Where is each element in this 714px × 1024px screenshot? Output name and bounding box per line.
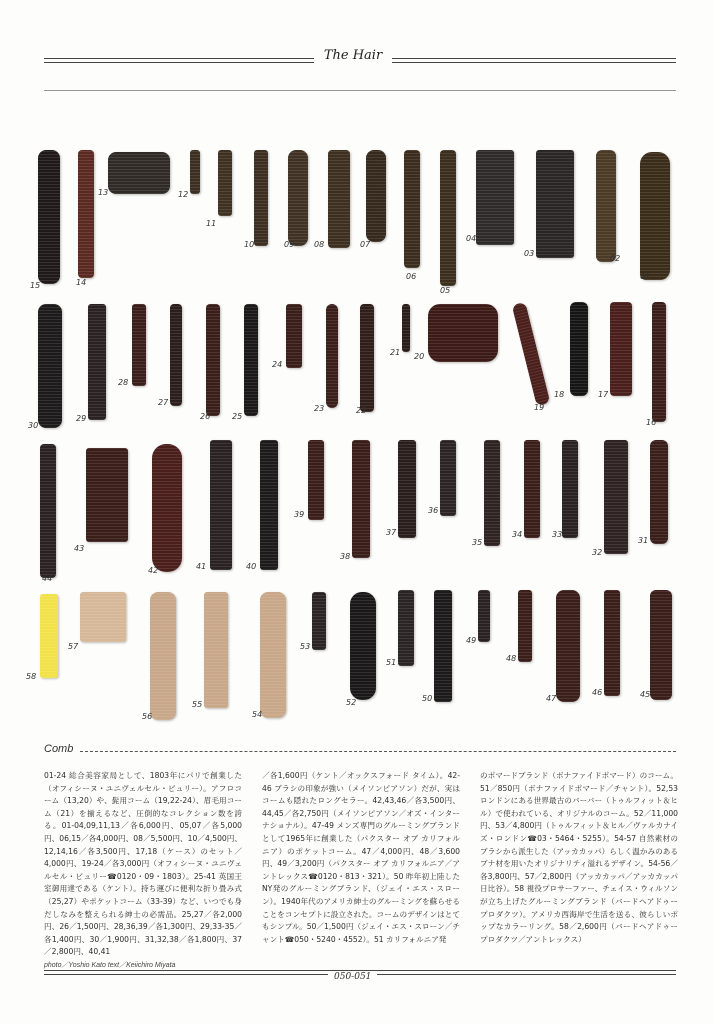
comb-18-number: 18	[554, 390, 565, 399]
comb-15-photo	[38, 150, 60, 284]
comb-16-photo	[652, 302, 666, 422]
comb-26-photo	[206, 304, 220, 416]
comb-16-number: 16	[646, 418, 657, 427]
comb-28-photo	[132, 304, 146, 386]
comb-09-number: 09	[284, 240, 295, 249]
photo-credit: photo／Yoshio Kato text／Keiichiro Miyata	[44, 962, 176, 969]
comb-51-photo	[398, 590, 414, 666]
comb-37-photo	[398, 440, 416, 538]
comb-42-photo	[152, 444, 182, 572]
comb-46-number: 46	[592, 688, 603, 697]
header-rule-left-2	[44, 62, 314, 63]
comb-20-photo	[428, 304, 498, 362]
comb-53-photo	[312, 592, 326, 650]
comb-52-number: 52	[346, 698, 357, 707]
comb-54-photo	[260, 592, 286, 718]
footer-rule	[44, 970, 676, 971]
comb-05-photo	[440, 150, 456, 286]
text-column-2: ／各1,600円（ケント／オックスフォード タイム）。42-46 ブラシの印象が強い（メイソンピアソン）だが、実はコームも隠れたロングセラー。42,43,46／各3,500円、44,45／各2,750円（メイソンピアソン／オズ・インターナショナル）。47-49 メンズ専門のグルーミングブランドとして1965年に創業した（パクスター オブ カリフォルニア）のポケットコーム。47／4,000円、48／3,600円、49／3,200円（パクスター オブ カリフォルニア／アントレックス☎0120・813・321）。50 昨年初上陸したNY発のグルーミングブランド、（ジェイ・エス・スローン）。1940年代のアメリカ紳士のグルーミングを蘇らせることをコンセプトに設立された。コームのデザインはとてもシンプル。50／1,500円（ジェイ・エス・スローン／チャント☎050・5240・4552）。51 カリフォルニア発	[262, 771, 460, 944]
comb-23-number: 23	[314, 404, 325, 413]
comb-49-photo	[478, 590, 490, 642]
comb-06-number: 06	[406, 272, 417, 281]
comb-43-photo	[86, 448, 128, 542]
comb-49-number: 49	[466, 636, 477, 645]
comb-42-number: 42	[148, 566, 159, 575]
comb-18-photo	[570, 302, 588, 396]
comb-10-number: 10	[244, 240, 255, 249]
comb-35-photo	[484, 440, 500, 546]
comb-32-number: 32	[592, 548, 603, 557]
comb-53-number: 53	[300, 642, 311, 651]
comb-31-number: 31	[638, 536, 649, 545]
comb-06-photo	[404, 150, 420, 268]
comb-39-number: 39	[294, 510, 305, 519]
comb-24-number: 24	[272, 360, 283, 369]
comb-25-photo	[244, 304, 258, 416]
comb-32-photo	[604, 440, 628, 554]
comb-29-photo	[88, 304, 106, 420]
comb-44-photo	[40, 444, 56, 578]
header-rule-right-2	[392, 62, 676, 63]
comb-38-photo	[352, 440, 370, 558]
section-dashed-rule	[80, 751, 676, 752]
comb-30-photo	[38, 304, 62, 428]
comb-14-number: 14	[76, 278, 87, 287]
comb-45-photo	[650, 590, 672, 700]
comb-30-number: 30	[28, 421, 39, 430]
comb-33-photo	[562, 440, 578, 538]
comb-05-number: 05	[440, 286, 451, 295]
comb-38-number: 38	[340, 552, 351, 561]
comb-52-photo	[350, 592, 376, 700]
comb-08-number: 08	[314, 240, 325, 249]
comb-29-number: 29	[76, 414, 87, 423]
comb-01-photo	[640, 152, 670, 280]
comb-23-photo	[326, 304, 338, 408]
comb-46-photo	[604, 590, 620, 696]
comb-55-number: 55	[192, 700, 203, 709]
comb-56-number: 56	[142, 712, 153, 721]
text-column-3: のポマードブランド（ボナファイドポマード）のコーム。51／850円（ボナファイドポマード／チャント）。52,53 ロンドンにある世界最古のバーバー（トゥルフィット＆ヒル）で使われている、オリジナルのコーム。52／11,000円、53／4,800円（トゥルフィット＆ヒル／ヴァルカナイズ・ロンドン☎03・5464・5255）。54-57 自然素材のブラシから派生した（アッカカッパ）らしく温かみのあるブナ材を用いたオリジナリティ溢れるデザイン。54-56／各3,800円、57／2,800円（アッカカッパ／アッカカッパ日比谷）。58 視役プロサーファー、チェイス・ウィルソンが立ち上げたグルーミングブランド（バードヘアドゥー プロダクツ）。アメリカ西海岸で生活を送る、彼らしいポップなカラーリング。58／2,600円（バードヘアドゥー プロダクツ／アントレックス）	[480, 771, 678, 944]
comb-45-number: 45	[640, 690, 651, 699]
comb-36-photo	[440, 440, 456, 516]
header-rule-left	[44, 58, 314, 59]
comb-22-photo	[360, 304, 374, 412]
comb-34-number: 34	[512, 530, 523, 539]
comb-26-number: 26	[200, 412, 211, 421]
comb-41-photo	[210, 440, 232, 570]
header-rule-right	[392, 58, 676, 59]
comb-12-photo	[190, 150, 200, 194]
comb-21-number: 21	[390, 348, 401, 357]
comb-43-number: 43	[74, 544, 85, 553]
comb-01-number: 01	[640, 272, 651, 281]
comb-58-photo	[40, 594, 58, 678]
comb-02-number: 02	[610, 254, 621, 263]
comb-54-number: 54	[252, 710, 263, 719]
comb-58-number: 58	[26, 672, 37, 681]
comb-21-photo	[402, 304, 410, 352]
comb-13-number: 13	[98, 188, 109, 197]
comb-08-photo	[328, 150, 350, 248]
comb-03-photo	[536, 150, 574, 258]
comb-41-number: 41	[196, 562, 207, 571]
comb-07-photo	[366, 150, 386, 242]
comb-31-photo	[650, 440, 668, 544]
comb-50-number: 50	[422, 694, 433, 703]
comb-02-photo	[596, 150, 616, 262]
comb-57-number: 57	[68, 642, 79, 651]
comb-57-photo	[80, 592, 126, 642]
comb-56-photo	[150, 592, 176, 720]
comb-07-number: 07	[360, 240, 371, 249]
comb-24-photo	[286, 304, 302, 368]
page-folio: 050-051	[328, 972, 377, 982]
comb-11-photo	[218, 150, 232, 216]
comb-48-number: 48	[506, 654, 517, 663]
header-underline	[44, 90, 676, 91]
comb-15-number: 15	[30, 281, 41, 290]
comb-33-number: 33	[552, 530, 563, 539]
text-column-1: 01-24 総合美容家局として、1803年にパリで創業した（オフィシーヌ・ユニヴェルセル・ビュリー）。アフロコーム（13,20）や、髭用コーム（19,22-24）、眉毛用コーム（21）を揃えるなど、圧倒的なコレクション数を誇る。01-04,09,11,13／各6,000円、05,07／各5,000円、06,15／各4,000円、08／5,500円、10／4,500円、12,14,16／各3,500円、17,18（ケース）のセット／4,000円、19-24／各3,000円（オフィシーヌ・ユニヴェルセル・ビュリー☎0120・09・1803）。25-41 英国王室御用達である（ケント）。持ち運びに便利な折り畳み式（25,27）やポケットコーム（33-39）など、いつでも身だしなみを整えられる紳士の必需品。25,27／各2,000円、26／1,500円、28,36,39／各1,300円、29,33-35／各1,400円、30／1,900円、31,32,38／各1,800円、37／2,800円、40,41	[44, 771, 242, 957]
comb-11-number: 11	[206, 219, 217, 228]
comb-17-number: 17	[598, 390, 609, 399]
comb-14-photo	[78, 150, 94, 278]
comb-47-number: 47	[546, 694, 557, 703]
comb-55-photo	[204, 592, 228, 708]
comb-03-number: 03	[524, 249, 535, 258]
comb-36-number: 36	[428, 506, 439, 515]
comb-17-photo	[610, 302, 632, 396]
comb-48-photo	[518, 590, 532, 662]
comb-09-photo	[288, 150, 308, 246]
comb-35-number: 35	[472, 538, 483, 547]
comb-04-photo	[476, 150, 514, 245]
comb-50-photo	[434, 590, 452, 702]
comb-13-photo	[108, 152, 170, 194]
comb-39-photo	[308, 440, 324, 520]
comb-40-photo	[260, 440, 278, 570]
comb-34-photo	[524, 440, 540, 538]
comb-22-number: 22	[356, 406, 367, 415]
comb-47-photo	[556, 590, 580, 702]
page-title: The Hair	[323, 48, 383, 63]
comb-40-number: 40	[246, 562, 257, 571]
comb-25-number: 25	[232, 412, 243, 421]
comb-19-photo	[512, 302, 551, 406]
comb-51-number: 51	[386, 658, 397, 667]
section-label: Comb	[44, 743, 74, 755]
comb-27-photo	[170, 304, 182, 406]
comb-19-number: 19	[534, 403, 545, 412]
comb-37-number: 37	[386, 528, 397, 537]
comb-27-number: 27	[158, 398, 169, 407]
comb-10-photo	[254, 150, 268, 246]
comb-20-number: 20	[414, 352, 425, 361]
comb-44-number: 44	[42, 574, 53, 583]
comb-04-number: 04	[466, 234, 477, 243]
comb-28-number: 28	[118, 378, 129, 387]
comb-12-number: 12	[178, 190, 189, 199]
